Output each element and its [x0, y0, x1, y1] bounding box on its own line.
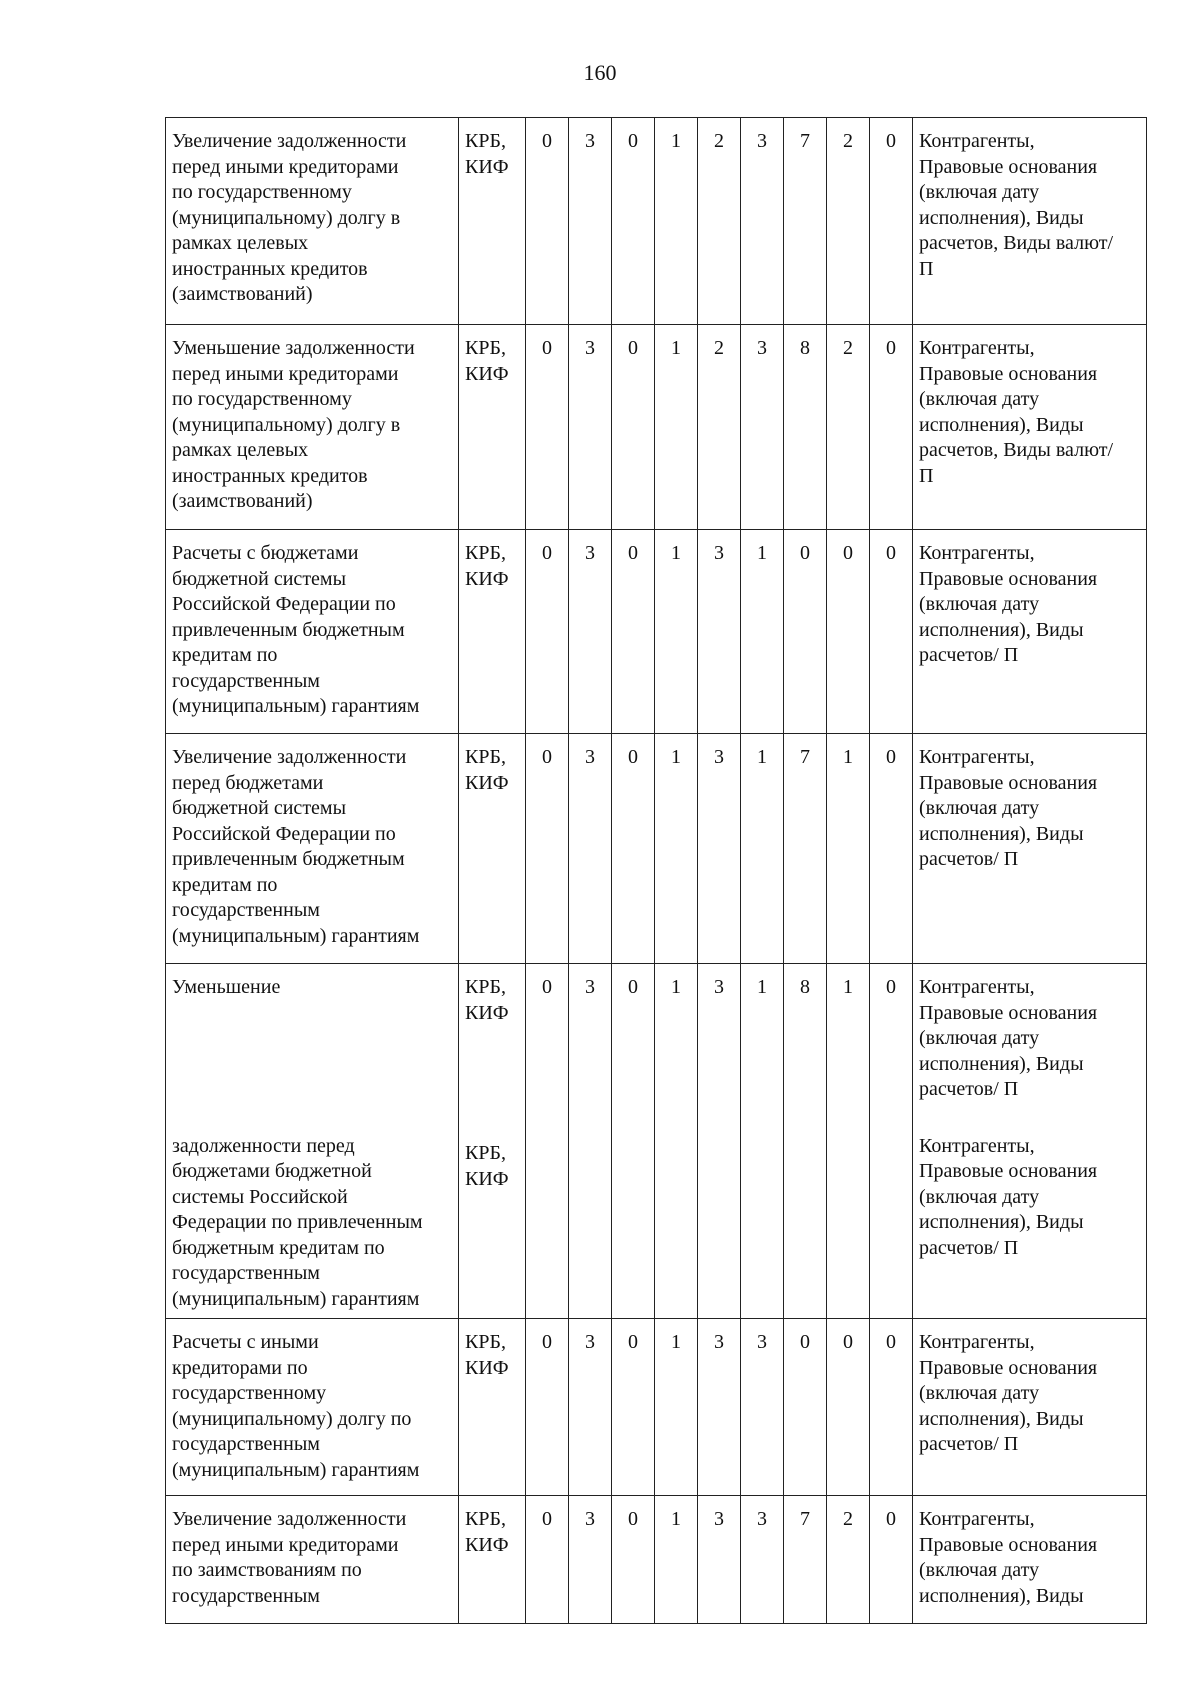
account-digit-cell: 3	[569, 325, 612, 530]
account-name-cell-line: государственному	[172, 1382, 327, 1404]
account-digit-cell: 0	[827, 530, 870, 734]
account-name-cell-line: по государственному	[172, 181, 352, 203]
account-digit-cell: 3	[741, 1496, 784, 1624]
analytics-cell-line: (включая дату	[919, 797, 1040, 819]
analytics-cell-line: исполнения), Виды	[919, 1211, 1084, 1233]
account-name-cell-line: перед иными кредиторами	[172, 155, 399, 178]
account-digit-cell: 3	[569, 964, 612, 1319]
cell-spacer	[465, 1026, 519, 1110]
account-name-cell-line: Федерации по привлеченным	[172, 1211, 423, 1233]
analytics-cell-line: исполнения), Виды	[919, 822, 1084, 845]
analytics-cell-line: Контрагенты,	[919, 1508, 1035, 1530]
analytics-cell-line: П	[919, 464, 934, 487]
account-name-cell-line: перед иными кредиторами	[172, 1533, 399, 1556]
account-name-cell-line: привлеченным бюджетным	[172, 618, 405, 641]
account-digit-cell: 0	[612, 734, 655, 964]
analytics-cell-line: П	[919, 257, 934, 280]
analytics-cell-line: (включая дату	[919, 593, 1040, 615]
analytics-cell-line: расчетов/ П	[919, 1236, 1019, 1259]
analytics-cell-line: расчетов, Виды валют/	[919, 232, 1114, 254]
account-digit-cell: 0	[870, 1496, 913, 1624]
account-name-cell-line: (муниципальным) гарантиям	[172, 1287, 420, 1310]
analytics-cell-line: (включая дату	[919, 1185, 1040, 1208]
table-row	[166, 964, 1147, 1319]
account-name-cell-line: государственным	[172, 1433, 320, 1455]
analytics-cell-line: Контрагенты,	[919, 542, 1035, 564]
account-code-cell-line: КРБ,	[465, 130, 506, 152]
account-name-cell-line: бюджетной системы	[172, 567, 347, 590]
account-name-cell-line: кредитам по	[172, 873, 278, 896]
account-name-cell	[166, 964, 459, 1319]
account-name-cell-line: по государственному	[172, 388, 352, 410]
account-name-cell-line: Расчеты с бюджетами	[172, 542, 359, 564]
cell-spacer	[172, 1001, 452, 1103]
analytics-cell-line: Контрагенты,	[919, 746, 1035, 768]
account-name-cell	[166, 325, 459, 530]
account-code-cell-line: КРБ,	[465, 542, 506, 564]
account-name-cell-line: иностранных кредитов	[172, 257, 368, 280]
account-digit-cell: 0	[870, 530, 913, 734]
analytics-cell-line: Контрагенты,	[919, 1134, 1035, 1157]
account-digit-cell: 0	[612, 964, 655, 1319]
account-name-cell-line: (муниципальному) долгу в	[172, 206, 401, 229]
table-row	[166, 734, 1147, 964]
account-code-cell	[459, 964, 526, 1319]
account-digit-cell: 0	[526, 964, 569, 1319]
account-name-cell-line: системы Российской	[172, 1185, 348, 1208]
account-name-cell-line: (заимствований)	[172, 283, 313, 305]
analytics-cell-line: Контрагенты,	[919, 130, 1035, 152]
account-digit-cell: 0	[526, 530, 569, 734]
analytics-cell-line: Правовые основания	[919, 567, 1098, 590]
analytics-cell-line: Правовые основания	[919, 362, 1098, 385]
page-number: 160	[583, 60, 617, 85]
account-digit-cell: 3	[569, 118, 612, 325]
account-name-cell-line: бюджетным кредитам по	[172, 1236, 385, 1259]
account-code-cell-line: КРБ,	[465, 1508, 506, 1530]
account-name-cell-line: (муниципальному) долгу по	[172, 1407, 412, 1430]
account-digit-cell: 2	[698, 325, 741, 530]
account-digit-cell: 1	[655, 964, 698, 1319]
account-digit-cell: 0	[612, 118, 655, 325]
account-code-cell	[459, 325, 526, 530]
account-digit-cell: 0	[870, 734, 913, 964]
analytics-cell-line: Правовые основания	[919, 771, 1098, 794]
account-name-cell-line: задолженности перед	[172, 1134, 355, 1157]
account-name-cell-line: Увеличение задолженности	[172, 1508, 407, 1530]
account-name-cell	[166, 1496, 459, 1624]
account-digit-cell: 0	[827, 1319, 870, 1496]
account-digit-cell: 0	[870, 1319, 913, 1496]
account-name-cell-line: перед бюджетами	[172, 771, 324, 794]
account-code-cell-line: КИФ	[465, 1167, 509, 1190]
account-name-cell-line: Уменьшение задолженности	[172, 337, 415, 359]
account-digit-cell: 0	[526, 325, 569, 530]
analytics-cell-line: Правовые основания	[919, 1001, 1098, 1024]
table-row	[166, 1319, 1147, 1496]
account-code-cell-line: КИФ	[465, 1356, 509, 1379]
account-name-cell-line: государственным	[172, 1262, 320, 1284]
account-name-cell-line: привлеченным бюджетным	[172, 848, 405, 870]
analytics-cell-line: Контрагенты,	[919, 1331, 1035, 1353]
account-name-cell-line: бюджетами бюджетной	[172, 1160, 372, 1182]
account-digit-cell: 0	[526, 1319, 569, 1496]
account-digit-cell: 1	[655, 325, 698, 530]
account-digit-cell: 0	[784, 1319, 827, 1496]
account-name-cell	[166, 118, 459, 325]
analytics-cell-line: (включая дату	[919, 1382, 1040, 1404]
account-digit-cell: 0	[526, 734, 569, 964]
account-digit-cell: 7	[784, 734, 827, 964]
account-name-cell-line: рамках целевых	[172, 439, 309, 461]
account-name-cell-line: Российской Федерации по	[172, 822, 396, 845]
account-name-cell-line: кредиторами по	[172, 1356, 308, 1379]
table-row	[166, 118, 1147, 325]
account-name-cell-line: по заимствованиям по	[172, 1559, 362, 1581]
account-name-cell-line: государственным	[172, 669, 320, 692]
account-name-cell-line: государственным	[172, 899, 320, 921]
account-name-cell-line: Увеличение задолженности	[172, 130, 407, 152]
account-name-cell-line: (муниципальному) долгу в	[172, 413, 401, 436]
account-digit-cell: 3	[741, 325, 784, 530]
account-name-cell-line: перед иными кредиторами	[172, 362, 399, 385]
account-code-cell-line: КРБ,	[465, 1331, 506, 1353]
analytics-cell-line: расчетов/ П	[919, 1078, 1019, 1100]
account-digit-cell: 1	[655, 530, 698, 734]
account-digit-cell: 0	[870, 325, 913, 530]
account-name-cell	[166, 1319, 459, 1496]
account-name-cell-line: рамках целевых	[172, 232, 309, 254]
account-code-cell	[459, 734, 526, 964]
table-row	[166, 325, 1147, 530]
analytics-cell-line: исполнения), Виды	[919, 206, 1084, 229]
account-name-cell-line: Расчеты с иными	[172, 1331, 319, 1353]
account-digit-cell: 0	[526, 118, 569, 325]
analytics-cell-line: расчетов, Виды валют/	[919, 439, 1114, 461]
account-digit-cell: 1	[827, 734, 870, 964]
account-name-cell-line: Увеличение задолженности	[172, 746, 407, 768]
analytics-cell-line: Правовые основания	[919, 1356, 1098, 1379]
account-digit-cell: 0	[612, 1496, 655, 1624]
analytics-cell-line: исполнения), Виды	[919, 1584, 1084, 1607]
account-digit-cell: 1	[655, 118, 698, 325]
account-digit-cell: 3	[569, 1496, 612, 1624]
analytics-cell	[913, 964, 1147, 1319]
account-name-cell-line: (муниципальным) гарантиям	[172, 924, 420, 947]
analytics-cell-line: Контрагенты,	[919, 976, 1035, 998]
account-digit-cell: 0	[870, 118, 913, 325]
table-row	[166, 1496, 1147, 1624]
account-code-cell-line: КИФ	[465, 362, 509, 385]
table-body	[166, 118, 1147, 1624]
analytics-cell-line: (включая дату	[919, 1559, 1040, 1581]
account-digit-cell: 3	[698, 530, 741, 734]
account-digit-cell: 0	[526, 1496, 569, 1624]
analytics-cell-line: Правовые основания	[919, 1533, 1098, 1556]
account-digit-cell: 2	[827, 118, 870, 325]
account-digit-cell: 3	[569, 734, 612, 964]
account-digit-cell: 3	[741, 118, 784, 325]
account-name-cell-line: (муниципальным) гарантиям	[172, 695, 420, 717]
account-code-cell-line: КРБ,	[465, 976, 506, 998]
account-digit-cell: 3	[698, 964, 741, 1319]
account-digit-cell: 2	[827, 325, 870, 530]
analytics-cell-line: (включая дату	[919, 388, 1040, 410]
account-code-cell	[459, 530, 526, 734]
account-digit-cell: 1	[655, 1496, 698, 1624]
account-code-cell	[459, 1319, 526, 1496]
account-name-cell-line: государственным	[172, 1584, 320, 1607]
account-name-cell-line: иностранных кредитов	[172, 464, 368, 487]
account-name-cell-line: Российской Федерации по	[172, 593, 396, 615]
account-code-cell	[459, 1496, 526, 1624]
account-name-cell	[166, 734, 459, 964]
account-digit-cell: 1	[827, 964, 870, 1319]
account-digit-cell: 2	[827, 1496, 870, 1624]
account-digit-cell: 3	[569, 530, 612, 734]
analytics-cell-line: расчетов/ П	[919, 1433, 1019, 1455]
account-code-cell-line: КИФ	[465, 1533, 509, 1556]
account-digit-cell: 3	[698, 734, 741, 964]
account-code-cell-line: КРБ,	[465, 337, 506, 359]
account-digit-cell: 7	[784, 118, 827, 325]
account-name-cell-line: бюджетной системы	[172, 797, 347, 819]
account-digit-cell: 0	[612, 1319, 655, 1496]
account-digit-cell: 1	[655, 1319, 698, 1496]
account-digit-cell: 0	[612, 325, 655, 530]
analytics-cell-line: исполнения), Виды	[919, 1407, 1084, 1430]
analytics-cell-line: Правовые основания	[919, 155, 1098, 178]
account-code-cell	[459, 118, 526, 325]
account-code-cell-line: КИФ	[465, 771, 509, 794]
account-code-cell-line: КРБ,	[465, 1142, 506, 1164]
account-digit-cell: 3	[698, 1319, 741, 1496]
account-code-cell-line: КИФ	[465, 1001, 509, 1024]
analytics-cell-line: исполнения), Виды	[919, 1052, 1084, 1075]
analytics-cell-line: исполнения), Виды	[919, 413, 1084, 436]
account-digit-cell: 1	[741, 734, 784, 964]
account-name-cell-continuation	[172, 1134, 452, 1313]
analytics-cell-line: исполнения), Виды	[919, 618, 1084, 641]
account-code-cell-line: КРБ,	[465, 746, 506, 768]
account-code-cell-line: КИФ	[465, 567, 509, 590]
account-code-cell-line: КИФ	[465, 155, 509, 178]
account-name-cell-line: Уменьшение	[172, 976, 281, 998]
analytics-cell	[913, 1496, 1147, 1624]
analytics-cell	[913, 325, 1147, 530]
account-name-cell-line: (заимствований)	[172, 490, 313, 512]
account-digit-cell: 0	[870, 964, 913, 1319]
account-digit-cell: 3	[569, 1319, 612, 1496]
analytics-cell	[913, 734, 1147, 964]
account-digit-cell: 8	[784, 964, 827, 1319]
table-row	[166, 530, 1147, 734]
analytics-cell	[913, 1319, 1147, 1496]
analytics-cell-line: расчетов/ П	[919, 644, 1019, 666]
account-digit-cell: 2	[698, 118, 741, 325]
analytics-cell-line: расчетов/ П	[919, 848, 1019, 870]
account-digit-cell: 1	[741, 964, 784, 1319]
analytics-cell-line: (включая дату	[919, 181, 1040, 203]
account-name-cell-line: кредитам по	[172, 644, 278, 666]
analytics-cell	[913, 118, 1147, 325]
analytics-cell-line: Правовые основания	[919, 1160, 1098, 1182]
account-digit-cell: 0	[612, 530, 655, 734]
account-digit-cell: 3	[698, 1496, 741, 1624]
account-digit-cell: 8	[784, 325, 827, 530]
account-digit-cell: 3	[741, 1319, 784, 1496]
account-digit-cell: 0	[784, 530, 827, 734]
account-digit-cell: 1	[655, 734, 698, 964]
account-name-cell-line: (муниципальным) гарантиям	[172, 1458, 420, 1481]
account-name-cell	[166, 530, 459, 734]
account-digit-cell: 7	[784, 1496, 827, 1624]
account-code-cell-continuation	[465, 1141, 519, 1192]
analytics-cell-continuation	[919, 1134, 1140, 1262]
account-digit-cell: 1	[741, 530, 784, 734]
analytics-cell-line: (включая дату	[919, 1027, 1040, 1049]
analytics-cell-line: Контрагенты,	[919, 337, 1035, 359]
accounts-table	[165, 117, 1147, 1624]
analytics-cell	[913, 530, 1147, 734]
